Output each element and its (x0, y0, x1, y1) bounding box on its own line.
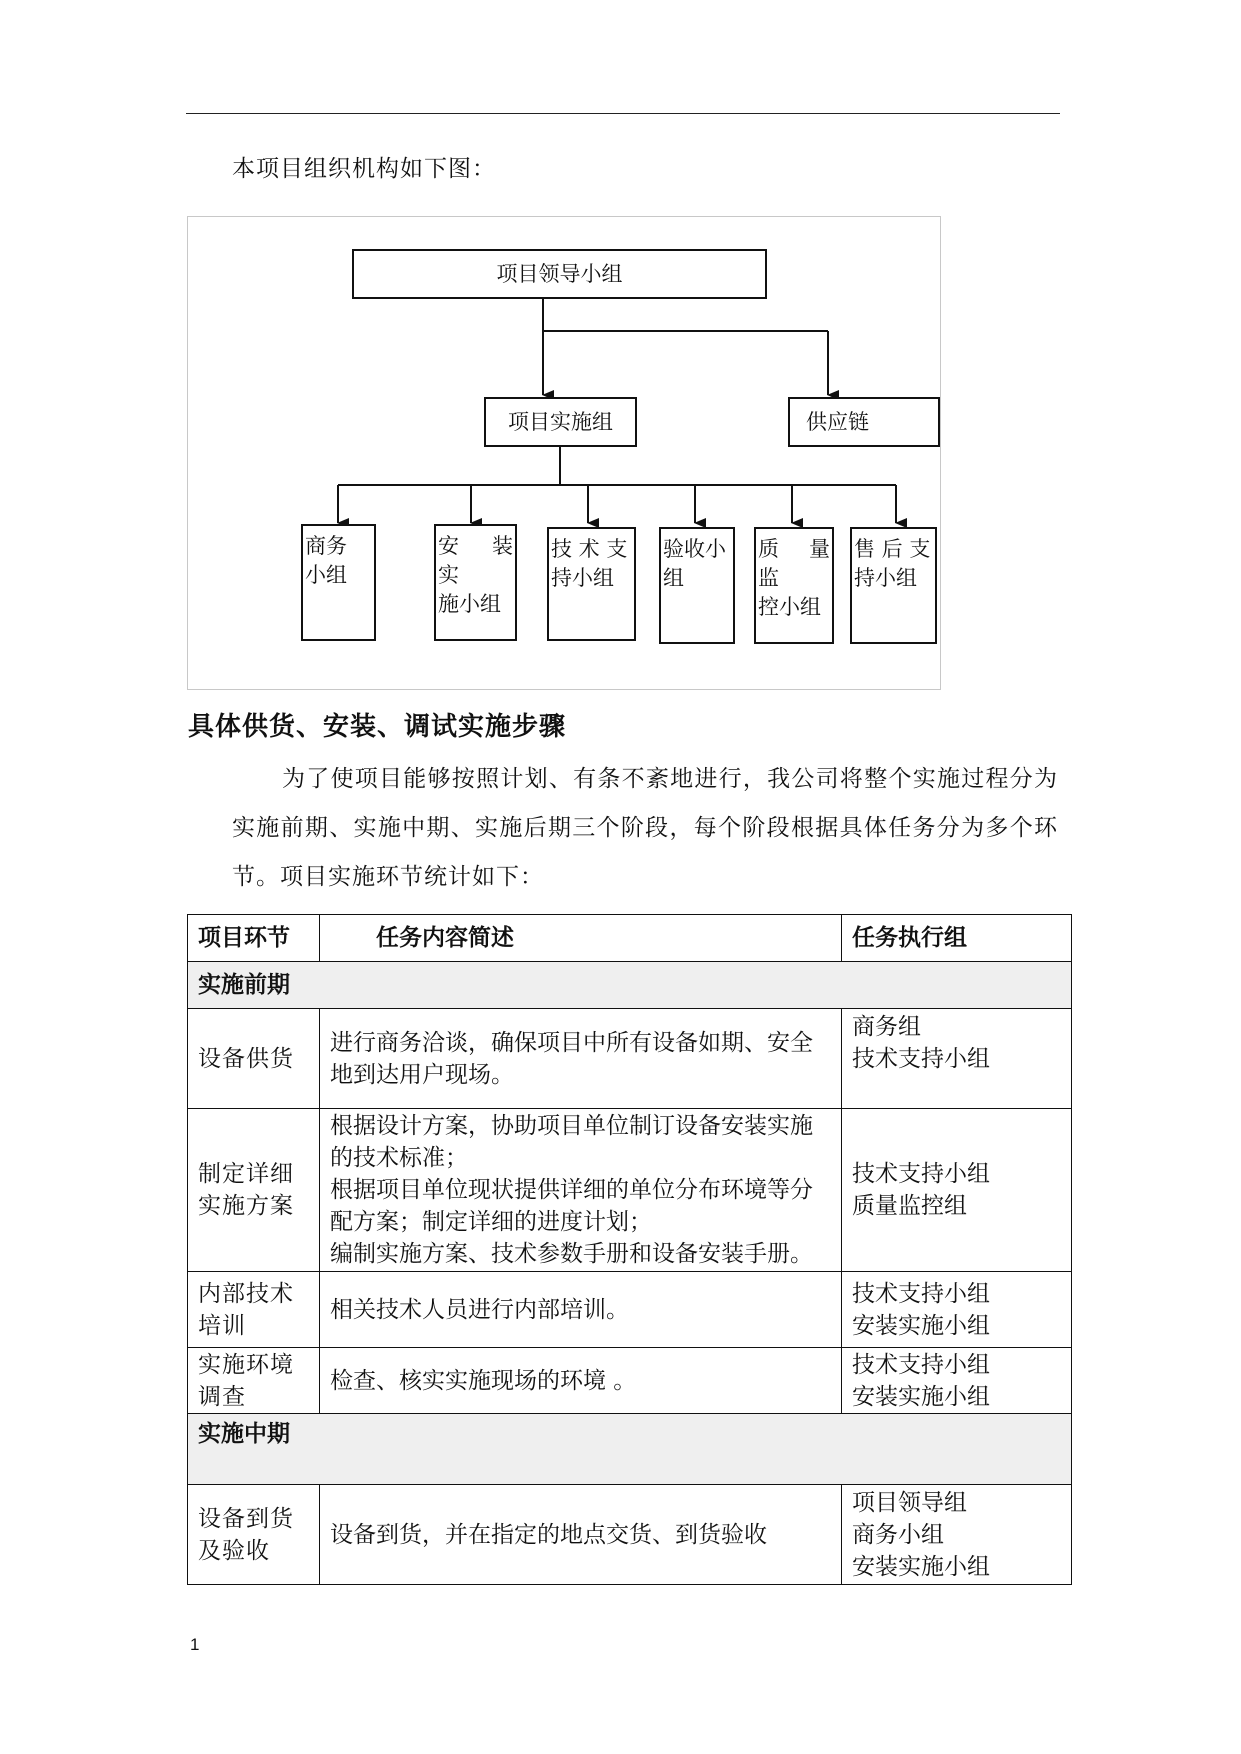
step-cell: 设备到货及验收 (188, 1485, 320, 1585)
org-node-installation (434, 524, 517, 641)
org-node-leadership: 项目领导小组 (352, 249, 767, 299)
header-rule (186, 113, 1060, 114)
org-node-acceptance (659, 527, 735, 644)
group-line: 安装实施小组 (852, 1383, 990, 1410)
intro-text: 本项目组织机构如下图： (232, 156, 496, 182)
step-cell: 内部技术培训 (188, 1272, 320, 1348)
group-line: 商务小组 (852, 1521, 944, 1548)
desc-line: 根据设计方案，协助项目单位制订设备安装实施的技术标准； (330, 1113, 813, 1171)
desc-cell (320, 1109, 842, 1272)
group-cell (842, 1272, 1072, 1348)
org-node-quality (754, 527, 834, 644)
group-line: 技术支持小组 (852, 1161, 990, 1187)
implementation-table (187, 914, 1072, 1585)
desc-cell (320, 1009, 842, 1109)
org-node-line: 质 量 监 (758, 537, 830, 590)
org-node-line: 组 (663, 566, 684, 590)
group-cell (842, 1009, 1072, 1109)
body-paragraph: 为了使项目能够按照计划、有条不紊地进行，我公司将整个实施过程分为实施前期、实施中期、实施后期三个阶段，每个阶段根据具体任务分为多个环节。项目实施环节统计如下： (232, 766, 1058, 890)
desc-cell (320, 1272, 842, 1348)
phase-row (188, 1414, 1072, 1485)
org-chart (187, 216, 941, 690)
phase-row (188, 962, 1072, 1009)
org-node-line: 售 后 支 (854, 537, 931, 561)
group-line: 技术支持小组 (852, 1351, 990, 1378)
phase-label: 实施中期 (188, 1414, 1072, 1485)
group-cell (842, 1109, 1072, 1272)
step-cell: 实施环境调查 (188, 1348, 320, 1414)
table-row (188, 1109, 1072, 1272)
phase-label: 实施前期 (188, 962, 1072, 1009)
org-node-supply-chain (788, 397, 940, 447)
desc-line: 进行商务洽谈，确保项目中所有设备如期、安全地到达用户现场。 (330, 1029, 813, 1088)
group-line: 项目领导组 (852, 1489, 967, 1516)
group-line: 安装实施小组 (852, 1553, 990, 1580)
desc-cell (320, 1485, 842, 1585)
org-node-line: 持小组 (854, 566, 917, 590)
group-line: 技术支持小组 (852, 1046, 990, 1072)
table-row (188, 1348, 1072, 1414)
header-group: 任务执行组 (842, 915, 1072, 962)
step-cell: 设备供货 (188, 1009, 320, 1109)
table-row (188, 1485, 1072, 1585)
desc-cell (320, 1348, 842, 1414)
section-title: 具体供货、安装、调试实施步骤 (188, 712, 567, 742)
org-node-line: 技 术 支 (551, 537, 628, 561)
table-row (188, 1272, 1072, 1348)
desc-line: 根据项目单位现状提供详细的单位分布环境等分配方案；制定详细的进度计划； (330, 1177, 813, 1235)
table-row (188, 1009, 1072, 1109)
group-line: 商务组 (852, 1014, 921, 1040)
org-node-business (301, 524, 376, 641)
header-step: 项目环节 (188, 915, 320, 962)
org-node-tech-support (547, 527, 636, 641)
group-line: 质量监控组 (852, 1193, 967, 1219)
step-cell: 制定详细实施方案 (188, 1109, 320, 1272)
group-line: 安装实施小组 (852, 1312, 990, 1339)
org-node-after-sales (850, 527, 937, 644)
desc-line: 编制实施方案、技术参数手册和设备安装手册。 (330, 1241, 813, 1267)
group-cell (842, 1485, 1072, 1585)
group-line: 技术支持小组 (852, 1280, 990, 1307)
org-node-line: 安 装 实 (438, 534, 513, 587)
org-node-line: 小组 (305, 563, 347, 587)
page-number: 1 (190, 1635, 200, 1654)
org-node-line: 商务 (305, 534, 347, 558)
group-cell (842, 1348, 1072, 1414)
org-node-implementation: 项目实施组 (484, 397, 637, 447)
org-node-line: 控小组 (758, 595, 821, 619)
desc-line: 相关技术人员进行内部培训。 (330, 1296, 629, 1323)
org-node-supply-chain-label: 供应链 (806, 409, 869, 434)
header-description: 任务内容简述 (320, 915, 842, 962)
org-node-line: 施小组 (438, 592, 501, 616)
desc-line: 检查、核实实施现场的环境 。 (330, 1367, 637, 1394)
table-header-row (188, 915, 1072, 962)
org-node-line: 持小组 (551, 566, 614, 590)
org-node-line: 验收小 (663, 537, 726, 561)
desc-line: 设备到货，并在指定的地点交货、到货验收 (330, 1521, 767, 1548)
